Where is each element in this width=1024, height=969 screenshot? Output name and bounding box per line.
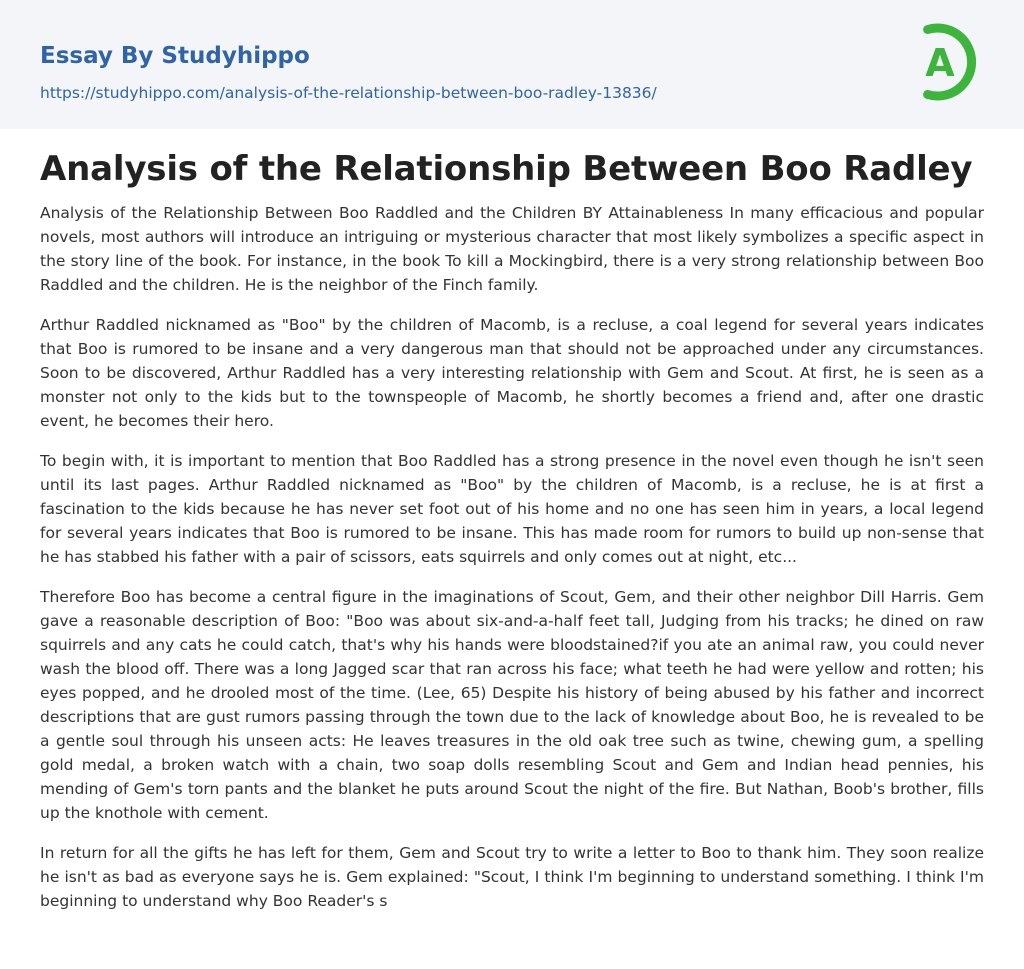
- page-header: [0, 0, 1024, 129]
- site-brand[interactable]: Essay By Studyhippo: [40, 43, 310, 69]
- logo-letter: A: [925, 41, 955, 85]
- article: [0, 149, 1024, 913]
- article-paragraph: Analysis of the Relationship Between Boo Raddled and the Children BY Attainableness In many efficacious and popular novels, most authors will introduce an intriguing or mysterious character that most likely symbolizes a specific aspect in the story line of the book. For instance, in the book To kill a Mockingbird, there is a very strong relationship between Boo Raddled and the children. He is the neighbor of the Finch family.: [40, 204, 984, 294]
- ring-logo-icon[interactable]: [913, 19, 985, 105]
- article-paragraph: Arthur Raddled nicknamed as "Boo" by the children of Macomb, is a recluse, a coal legend for several years indicates that Boo is rumored to be insane and a very dangerous man that should not be approached under any circumstances. Soon to be discovered, Arthur Raddled has a very interesting relationship with Gem and Scout. At first, he is seen as a monster not only to the kids but to the townspeople of Macomb, he shortly becomes a friend and, after one drastic event, he becomes their hero.: [40, 316, 984, 430]
- article-paragraph: To begin with, it is important to mention that Boo Raddled has a strong presence in the novel even though he isn't seen until its last pages. Arthur Raddled nicknamed as "Boo" by the children of Macomb, is a recluse, he is at first a fascination to the kids because he has never set foot out of his home and no one has seen him in years, a local legend for several years indicates that Boo is rumored to be insane. This has made room for rumors to build up non-sense that he has stabbed his father with a pair of scissors, eats squirrels and only comes out at night, etc...: [40, 452, 984, 566]
- article-body: [40, 201, 984, 913]
- article-paragraph: Therefore Boo has become a central figure in the imaginations of Scout, Gem, and their other neighbor Dill Harris. Gem gave a reasonable description of Boo: "Boo was about six-and-a-half feet tall, Judging from his tracks; he dined on raw squirrels and any cats he could catch, that's why his hands were bloodstained?if you ate an animal raw, you could never wash the blood off. There was a long Jagged scar that ran across his face; what teeth he had were yellow and rotten; his eyes popped, and he drooled most of the time. (Lee, 65) Despite his history of being abused by his father and incorrect descriptions that are gust rumors passing through the town due to the lack of knowledge about Boo, he is revealed to be a gentle soul through his unseen acts: He leaves treasures in the old oak tree such as twine, chewing gum, a spelling gold medal, a broken watch with a chain, two soap dolls resembling Scout and Gem and Indian head pennies, his mending of Gem's torn pants and the blanket he puts around Scout the night of the fire. But Nathan, Boob's brother, fills up the knothole with cement.: [40, 588, 984, 822]
- article-title: Analysis of the Relationship Between Boo Radley: [40, 149, 973, 189]
- article-url-link[interactable]: https://studyhippo.com/analysis-of-the-relationship-between-boo-radley-13836/: [40, 84, 657, 102]
- article-paragraph: In return for all the gifts he has left for them, Gem and Scout try to write a letter to Boo to thank him. They soon realize he isn't as bad as everyone says he is. Gem explained: "Scout, I think I'm beginning to understand something. I think I'm beginning to understand why Boo Reader's s: [40, 844, 984, 910]
